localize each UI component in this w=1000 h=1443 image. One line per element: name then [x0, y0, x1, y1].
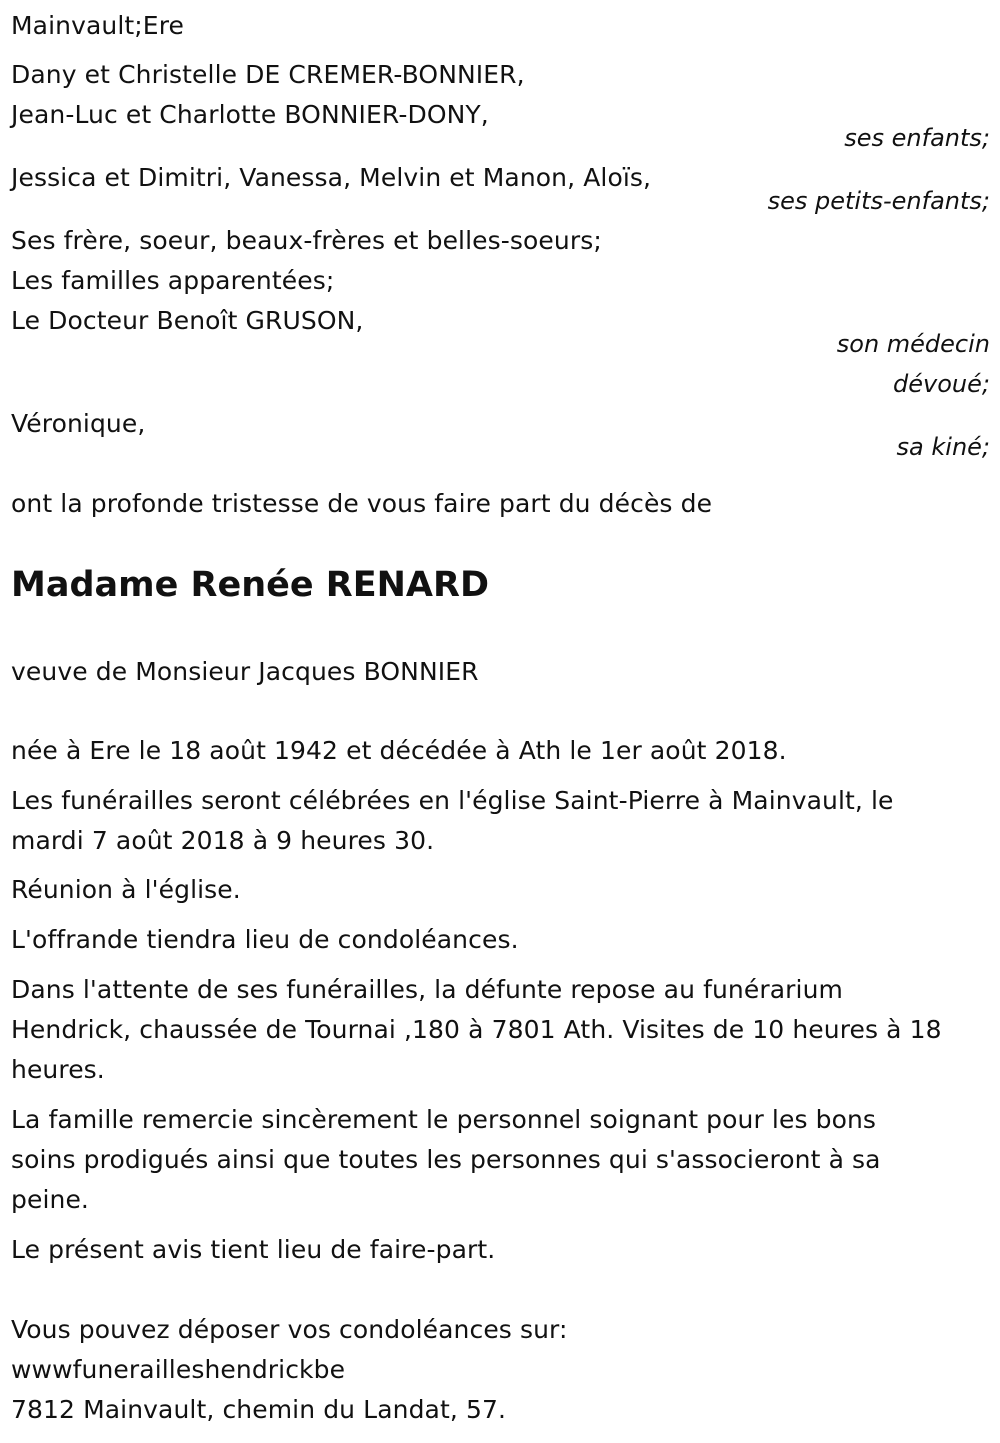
- offering-line: L'offrande tiendra lieu de condoléances.: [11, 925, 519, 954]
- deceased-name: Madame Renée RENARD: [11, 565, 490, 605]
- widow-line: veuve de Monsieur Jacques BONNIER: [11, 657, 479, 686]
- rest-line-2: Hendrick, chaussée de Tournai ,180 à 7801 Ath. Visites de 10 heures à 18: [11, 1015, 942, 1044]
- location-line: Mainvault;Ere: [11, 11, 185, 40]
- rest-line-3: heures.: [11, 1055, 105, 1084]
- thanks-line-1: La famille remercie sincèrement le personnel soignant pour les bons: [11, 1105, 877, 1134]
- funeral-line-2: mardi 7 août 2018 à 9 heures 30.: [11, 826, 435, 855]
- condolences-line: Vous pouvez déposer vos condoléances sur:: [11, 1315, 568, 1344]
- physio-role: sa kiné;: [896, 433, 990, 461]
- thanks-line-2: soins prodigués ainsi que toutes les personnes qui s'associeront à sa: [11, 1145, 881, 1174]
- grandchildren-line: Jessica et Dimitri, Vanessa, Melvin et Manon, Aloïs,: [11, 163, 652, 192]
- siblings-line: Ses frère, soeur, beaux-frères et belles-soeurs;: [11, 226, 602, 255]
- doctor-role-2: dévoué;: [893, 370, 990, 398]
- doctor-role-1: son médecin: [836, 330, 990, 358]
- address-line: 7812 Mainvault, chemin du Landat, 57.: [11, 1395, 507, 1424]
- meeting-line: Réunion à l'église.: [11, 875, 241, 904]
- physio-line: Véronique,: [11, 409, 146, 438]
- website-link[interactable]: wwwfunerailleshendrickbe: [11, 1355, 346, 1384]
- grandchildren-role: ses petits-enfants;: [767, 187, 990, 215]
- dates-line: née à Ere le 18 août 1942 et décédée à Ath le 1er août 2018.: [11, 736, 787, 765]
- doctor-line: Le Docteur Benoît GRUSON,: [11, 306, 364, 335]
- intro-line: ont la profonde tristesse de vous faire part du décès de: [11, 489, 713, 518]
- funeral-line-1: Les funérailles seront célébrées en l'église Saint-Pierre à Mainvault, le: [11, 786, 894, 815]
- children-line-1: Dany et Christelle DE CREMER-BONNIER,: [11, 60, 525, 89]
- rest-line-1: Dans l'attente de ses funérailles, la défunte repose au funérarium: [11, 975, 843, 1004]
- related-families-line: Les familles apparentées;: [11, 266, 335, 295]
- thanks-line-3: peine.: [11, 1185, 89, 1214]
- notice-line: Le présent avis tient lieu de faire-part.: [11, 1235, 496, 1264]
- children-line-2: Jean-Luc et Charlotte BONNIER-DONY,: [11, 100, 489, 129]
- children-role: ses enfants;: [844, 124, 990, 152]
